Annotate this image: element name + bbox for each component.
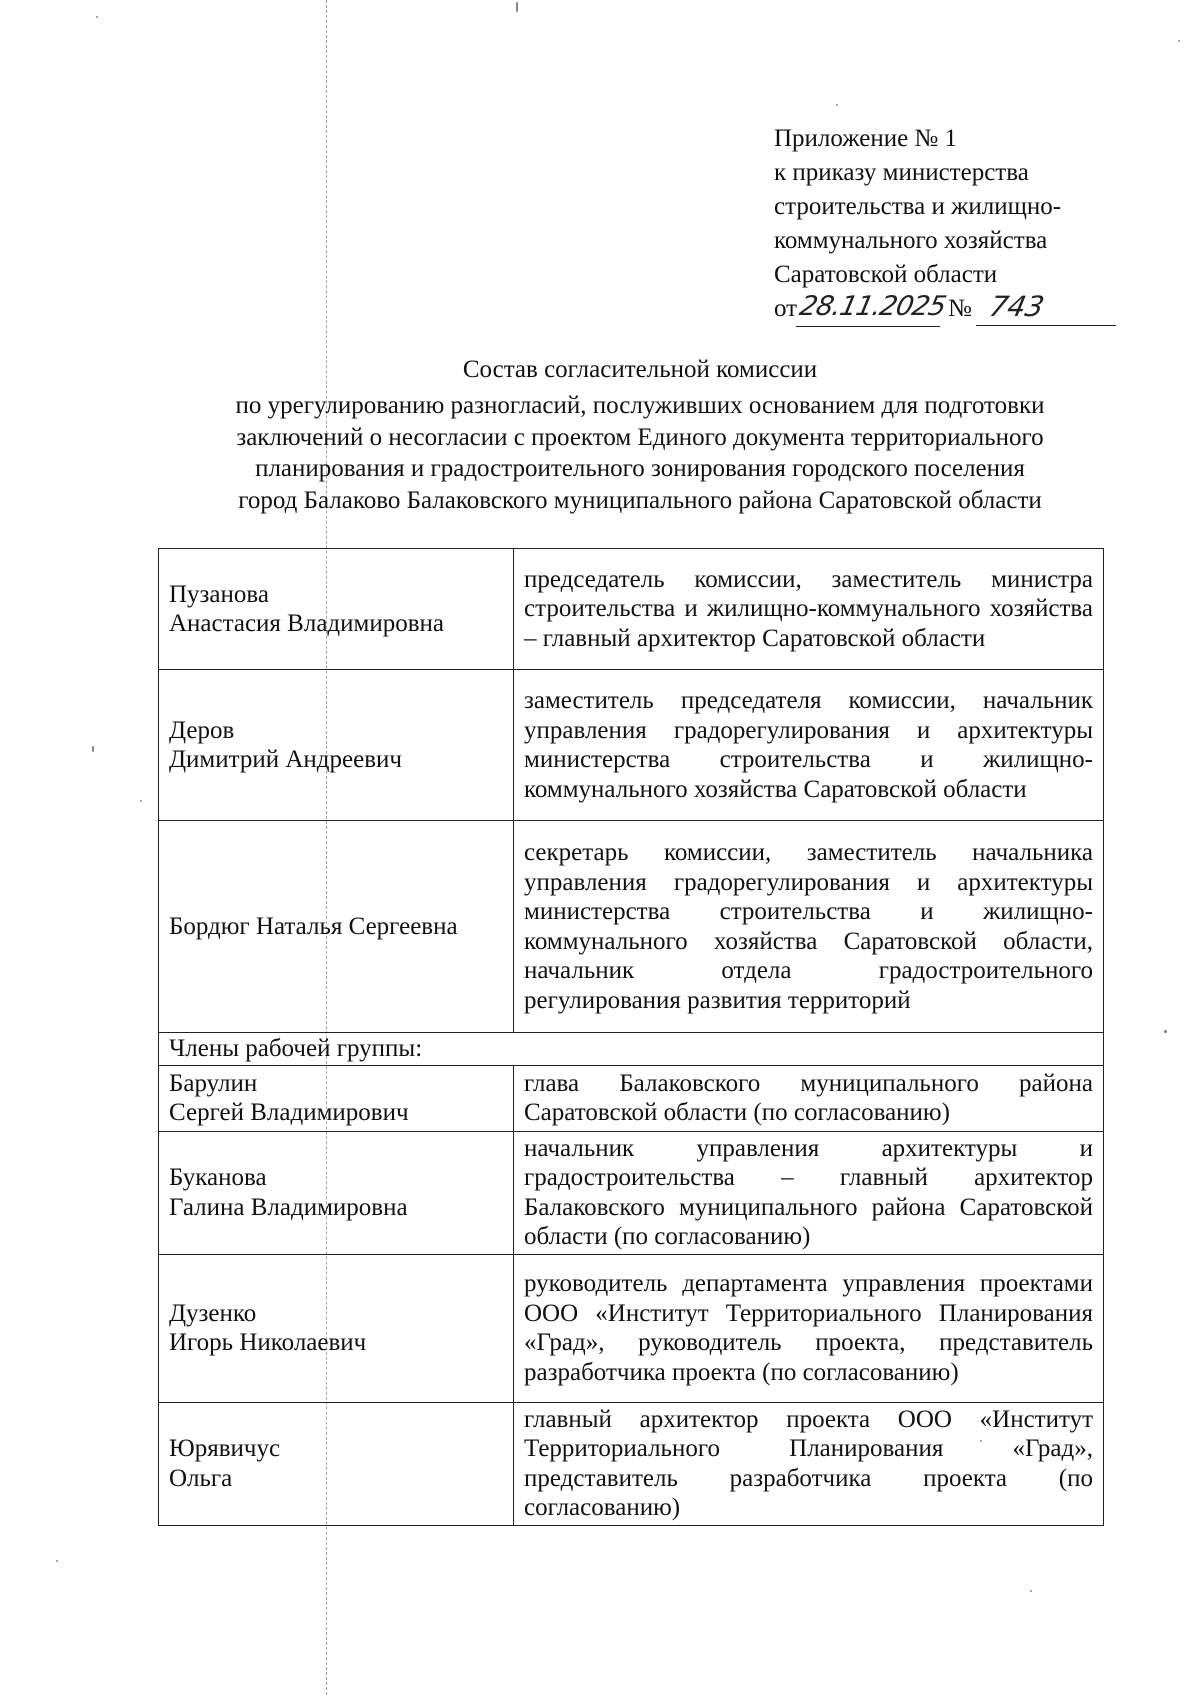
member-surname: Пузанова xyxy=(169,580,269,608)
scan-speck xyxy=(92,746,94,752)
subtitle-line: планирования и градостроительного зонирования городского поселения xyxy=(255,455,1025,482)
appendix-header xyxy=(774,122,1114,326)
member-role: глава Балаковского муниципального района Саратовской области (по согласованию) xyxy=(514,1065,1104,1131)
table-row xyxy=(159,1402,1104,1525)
member-given-names: Игорь Николаевич xyxy=(169,1329,367,1356)
member-surname: Дузенко xyxy=(169,1299,257,1327)
member-name xyxy=(159,1131,514,1254)
order-number-handwritten: 743 xyxy=(976,288,1124,326)
table-row xyxy=(159,670,1104,821)
member-name xyxy=(159,821,514,1033)
subtitle-line: по урегулированию разногласий, послуживших основанием для подготовки xyxy=(235,392,1045,419)
document-title: Состав согласительной комиссии xyxy=(462,356,818,383)
scan-speck xyxy=(1164,1030,1167,1033)
scan-speck xyxy=(836,104,838,106)
member-role: главный архитектор проекта ООО «Институт Территориального Планирования «Град», представитель разработчика проекта (по согласованию) xyxy=(514,1402,1104,1525)
group-header-row xyxy=(159,1033,1104,1066)
table-row xyxy=(159,821,1104,1033)
member-name xyxy=(159,670,514,821)
appendix-line: Саратовской области xyxy=(774,261,998,288)
member-full-name: Бордюг Наталья Сергеевна xyxy=(169,912,458,940)
table-row xyxy=(159,1131,1104,1254)
appendix-line: строительства и жилищно- xyxy=(774,193,1062,220)
subtitle-line: заключений о несогласии с проектом Единого документа территориального xyxy=(236,423,1044,451)
scan-speck xyxy=(1030,1590,1032,1592)
document-subtitle xyxy=(160,390,1120,516)
commission-table xyxy=(158,548,1104,1526)
order-date-handwritten: 28.11.2025 xyxy=(796,288,948,327)
table-row xyxy=(159,1065,1104,1131)
member-given-names: Анастасия Владимировна xyxy=(169,610,444,637)
member-given-names: Галина Владимировна xyxy=(169,1193,408,1221)
member-surname: Деров xyxy=(169,716,235,744)
scan-speck xyxy=(1178,40,1180,42)
order-date-prefix: от xyxy=(774,295,798,322)
order-reference xyxy=(774,292,1114,326)
member-surname: Юрявичус xyxy=(169,1435,281,1462)
scan-speck xyxy=(96,16,98,18)
member-role: заместитель председателя комиссии, начальник управления градорегулирования и архитектуры министерства строительства и жилищно-коммунального хозяйства Саратовской области xyxy=(514,670,1104,821)
member-role: начальник управления архитектуры и градостроительства – главный архитектор Балаковского муниципального района Саратовской области (по согласованию) xyxy=(514,1131,1104,1254)
appendix-line: коммунального хозяйства xyxy=(774,227,1048,254)
scan-speck xyxy=(140,800,142,802)
member-surname: Буканова xyxy=(169,1164,267,1191)
member-role: председатель комиссии, заместитель министра строительства и жилищно-коммунального хозяйства – главный архитектор Саратовской области xyxy=(514,549,1104,670)
member-role: руководитель департамента управления проектами ООО «Институт Территориального Планирования «Град», руководитель проекта, представитель разработчика проекта (по согласованию) xyxy=(514,1254,1104,1402)
subtitle-line: город Балаково Балаковского муниципального района Саратовской области xyxy=(238,486,1042,514)
appendix-line: к приказу министерства xyxy=(774,159,1029,186)
appendix-line: Приложение № 1 xyxy=(774,125,958,152)
member-given-names: Димитрий Андреевич xyxy=(169,746,402,773)
member-given-names: Сергей Владимирович xyxy=(169,1099,409,1126)
group-header: Члены рабочей группы: xyxy=(159,1033,1104,1066)
member-name xyxy=(159,1254,514,1402)
member-given-names: Ольга xyxy=(169,1464,233,1492)
scan-speck xyxy=(516,2,518,12)
member-name xyxy=(159,1065,514,1131)
member-surname: Барулин xyxy=(169,1069,258,1097)
member-name xyxy=(159,549,514,670)
table-row xyxy=(159,549,1104,670)
member-role: секретарь комиссии, заместитель начальника управления градорегулирования и архитектуры министерства строительства и жилищно-коммунального хозяйства Саратовской области, начальник отдела градостроительного регулирования развития территорий xyxy=(514,821,1104,1033)
scan-speck xyxy=(56,1560,58,1562)
table-row xyxy=(159,1254,1104,1402)
member-name xyxy=(159,1402,514,1525)
order-number-label: № xyxy=(948,295,972,322)
